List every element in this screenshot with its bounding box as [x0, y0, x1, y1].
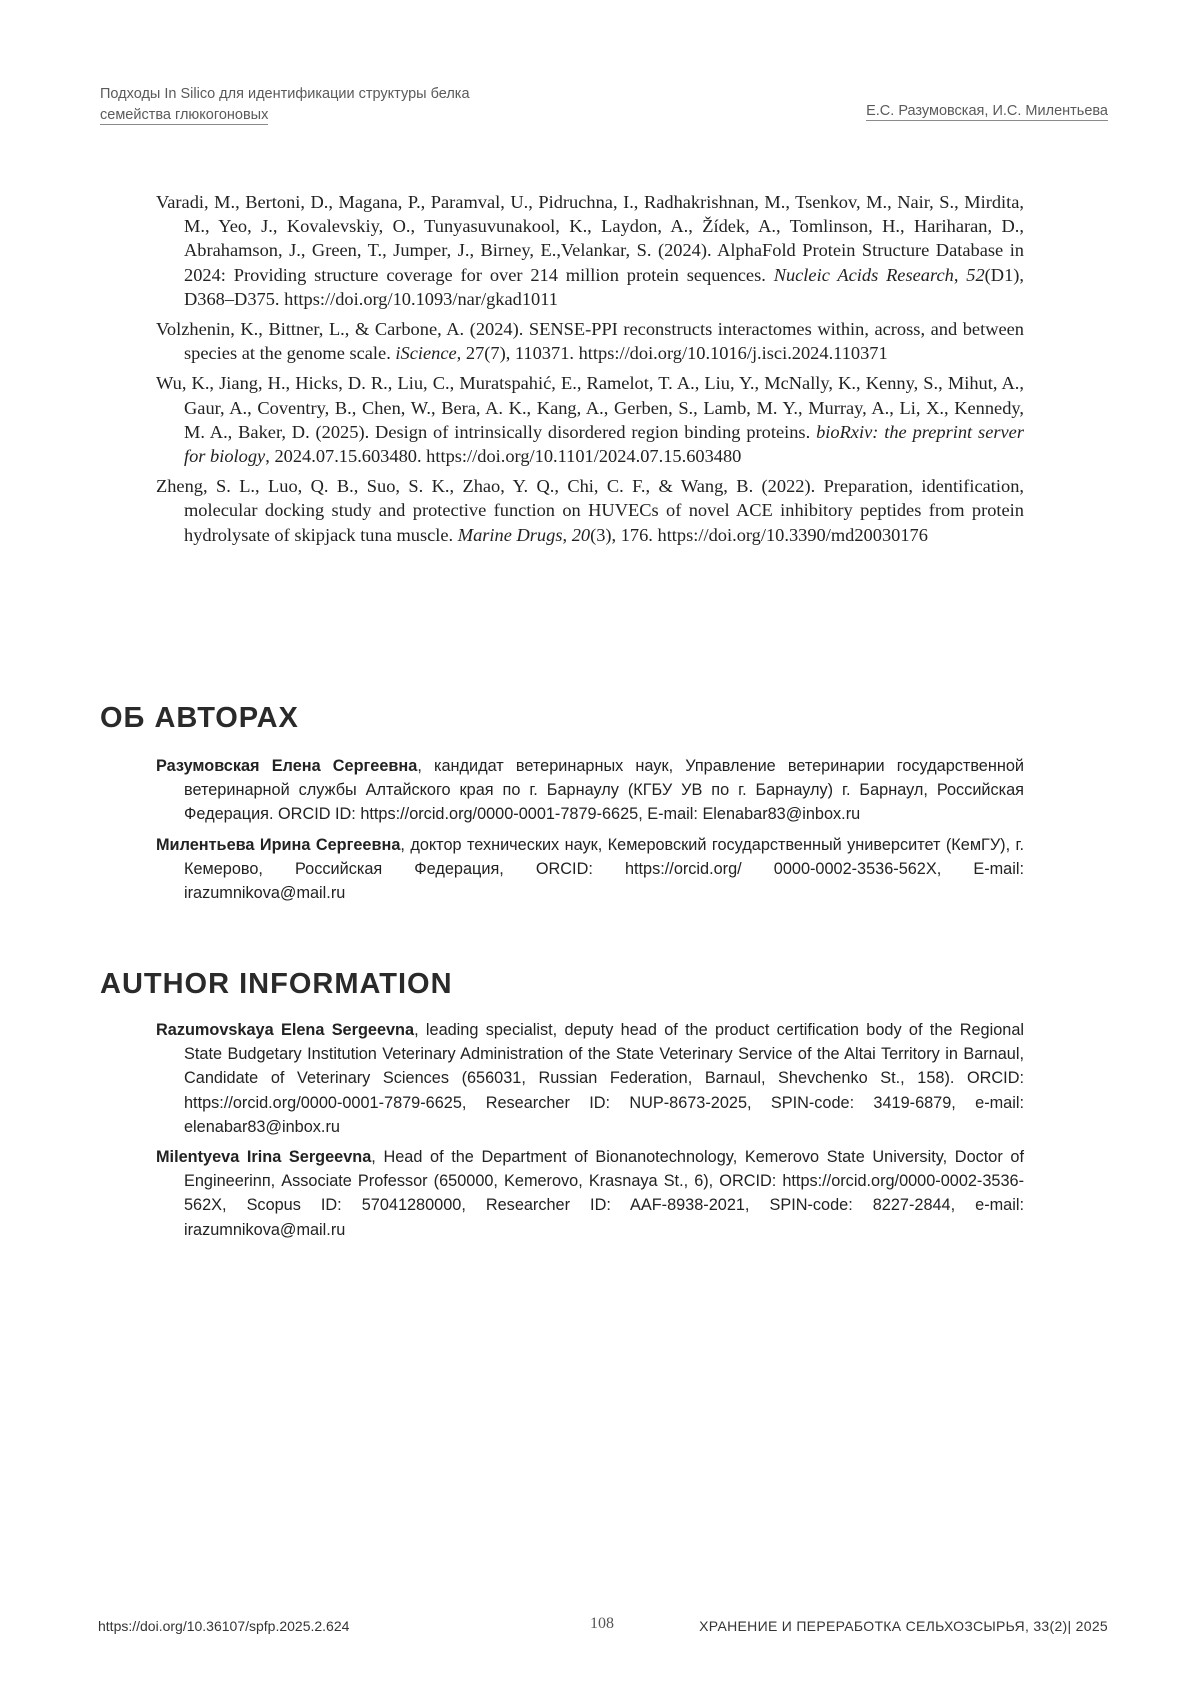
reference-text: Zheng, S. L., Luo, Q. B., Suo, S. K., Zhao, Y. Q., Chi, C. F., & Wang, B. (2022). Preparation, identification, molecular docking study and protective function on HUVECs of novel ACE inhibitory peptides from protein hydrolysate of skipjack tuna muscle. [156, 476, 1024, 544]
page-number: 108 [590, 1615, 614, 1633]
reference-separator: , [562, 525, 571, 545]
author-list-ru [156, 754, 1024, 911]
reference-text: Varadi, M., Bertoni, D., Magana, P., Paramval, U., Pidruchna, I., Radhakrishnan, M., Tsenkov, M., Nair, S., Mirdita, M., Yeo, J., Kovalevskiy, O., Tunyasuvunakool, K., Laydon, A., Žídek, A., Tomlinson, H., Hariharan, D., Abrahamson, J., Green, T., Jumper, J., Birney, E.,Velankar, S. (2024). AlphaFold Protein Structure Database in 2024: Providing structure coverage for over 214 million protein sequences. [156, 192, 1024, 285]
reference-rest: (D1), D368–D375. https://doi.org/10.1093/nar/gkad1011 [184, 265, 1024, 309]
reference-journal: Nucleic Acids Research [774, 265, 954, 285]
reference-list [156, 190, 1024, 553]
reference-volume: 20 [572, 525, 590, 545]
header-title-line1: Подходы In Silico для идентификации структуры белка [100, 84, 470, 105]
section-title-about-authors-ru: ОБ АВТОРАХ [100, 702, 299, 735]
reference-rest: 27(7), 110371. https://doi.org/10.1016/j.isci.2024.110371 [466, 343, 888, 363]
author-details: , Head of the Department of Bionanotechnology, Kemerovo State University, Doctor of Engineerinп, Associate Professor (650000, Kemerovo, Krasnaya St., 6), ORCID: https://orcid.org/0000-0002-3536-562X, Scopus ID: 57041280000, Researcher ID: AAF-8938-2021, SPIN-code: 8227-2844, e-mail: irazumnikova@mail.ru [184, 1148, 1024, 1239]
author-name: Милентьева Ирина Сергеевна [156, 836, 400, 854]
author-details: , leading specialist, deputy head of the product certification body of the Regional State Budgetary Institution Veterinary Administration of the State Veterinary Service of the Altai Territory in Barnaul, Candidate of Veterinary Sciences (656031, Russian Federation, Barnaul, Shevchenko St., 158). ORCID: https://orcid.org/0000-0001-7879-6625, Researcher ID: NUP-8673-2025, SPIN-code: 3419-6879, e-mail: elenabar83@inbox.ru [184, 1021, 1024, 1136]
author-name: Milentyeva Irina Sergeevna [156, 1148, 371, 1166]
reference-separator: , [954, 265, 966, 285]
author-details: , кандидат ветеринарных наук, Управление ветеринарии государственной ветеринарной службы Алтайского края по г. Барнаулу (КГБУ УВ по г. Барнаулу) г. Барнаул, Российская Федерация. ORCID ID: https://orcid.org/0000-0001-7879-6625, E-mail: Elenabar83@inbox.ru [184, 757, 1024, 823]
reference-item [156, 190, 1024, 311]
reference-rest: 2024.07.15.603480. https://doi.org/10.1101/2024.07.15.603480 [274, 446, 741, 466]
author-entry [156, 833, 1024, 906]
running-header-title [100, 84, 470, 126]
header-title-line2: семейства глюкогоновых [100, 106, 268, 125]
author-entry [156, 1018, 1024, 1139]
reference-journal: iScience, [395, 343, 461, 363]
reference-item [156, 371, 1024, 468]
author-details: , доктор технических наук, Кемеровский государственный университет (КемГУ), г. Кемерово, Российская Федерация, ORCID: https://orcid.org/ 0000-0002-3536-562X, E-mail: irazumnikova@mail.ru [184, 836, 1024, 902]
reference-text: Wu, K., Jiang, H., Hicks, D. R., Liu, C., Muratspahić, E., Ramelot, T. A., Liu, Y., McNally, K., Kenny, S., Mihut, A., Gaur, A., Coventry, B., Chen, W., Bera, A. K., Kang, A., Gerben, S., Lamb, M. Y., Murray, A., Li, X., Kennedy, M. A., Baker, D. (2025). Design of intrinsically disordered region binding proteins. [156, 373, 1024, 441]
author-name: Разумовская Елена Сергеевна [156, 757, 417, 775]
section-title-author-information: AUTHOR INFORMATION [100, 968, 453, 1001]
reference-separator: , [265, 446, 274, 466]
reference-journal: bioRxiv: the preprint server for biology [184, 422, 1024, 466]
reference-item [156, 317, 1024, 365]
footer-doi: https://doi.org/10.36107/spfp.2025.2.624 [98, 1618, 349, 1634]
reference-journal: Marine Drugs [458, 525, 563, 545]
reference-volume: 52 [966, 265, 984, 285]
author-name: Razumovskaya Elena Sergeevna [156, 1021, 414, 1039]
author-list-en [156, 1018, 1024, 1248]
author-entry [156, 1145, 1024, 1242]
reference-item [156, 474, 1024, 547]
reference-rest: (3), 176. https://doi.org/10.3390/md20030176 [590, 525, 928, 545]
author-entry [156, 754, 1024, 827]
running-header-authors: Е.С. Разумовская, И.С. Милентьева [866, 102, 1108, 121]
reference-text: Volzhenin, K., Bittner, L., & Carbone, A. (2024). SENSE-PPI reconstructs interactomes within, across, and between species at the genome scale. [156, 319, 1024, 363]
footer-journal: ХРАНЕНИЕ И ПЕРЕРАБОТКА СЕЛЬХОЗСЫРЬЯ, 33(2)| 2025 [699, 1618, 1108, 1634]
